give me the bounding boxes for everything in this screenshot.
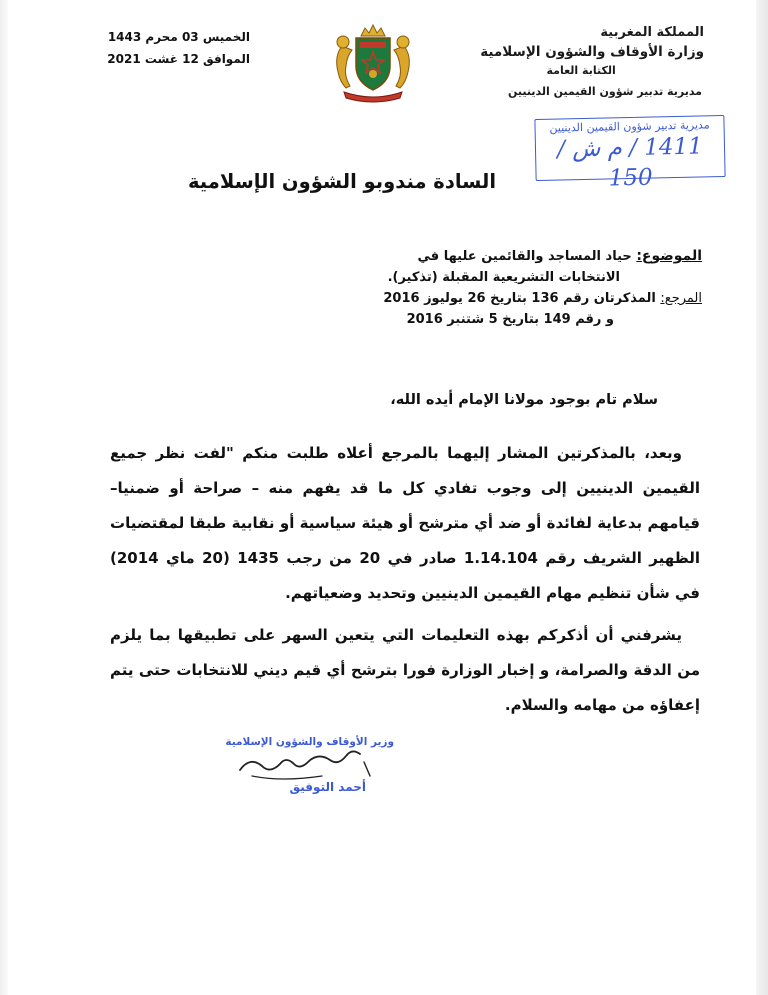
ministry-name: وزارة الأوقاف والشؤون الإسلامية <box>480 44 704 60</box>
registration-stamp <box>534 115 725 192</box>
header-ministry-block <box>480 24 704 104</box>
greeting-line: سلام تام بوجود مولانا الإمام أيده الله، <box>390 392 658 408</box>
kingdom-name: المملكة المغربية <box>600 25 704 40</box>
body-paragraph-1: وبعد، بالمذكرتين المشار إليهما بالمرجع أعلاه طلبت منكم "لفت نظر جميع القيمين الدينيين إلى وجوب تفادي كل ما قد يفهم منه – صراحة أو ضمنيا– قيامهم بدعاية لفائدة أو ضد أي مترشح أو هيئة سياسية أو نقابية طبقا لمقتضيات الظهير الشريف رقم 1.14.104 صادر في 20 من رجب 1435 (20 ماي 2014) في شأن تنظيم مهام القيمين الدينيين وتحديد وضعياتهم. <box>110 444 700 602</box>
reference-block <box>383 288 702 330</box>
subject-line-2: الانتخابات التشريعية المقبلة (تذكير). <box>387 270 620 285</box>
subject-line-1: حياد المساجد والقائمين عليها في <box>417 249 632 264</box>
stamp-number: 1411 / م ش / 150 <box>556 133 704 192</box>
directorate-name: مديرية تدبير شؤون القيمين الدينيين <box>508 85 702 98</box>
page-right-edge <box>756 0 768 995</box>
body-paragraph-2: يشرفني أن أذكركم بهذه التعليمات التي يتعين السهر على تطبيقها بما يلزم من الدقة والصرامة، و إخبار الوزارة فورا بترشح أي قيم ديني للانتخابات حتى يتم إعفاؤه من مهامه والسلام. <box>110 626 700 714</box>
addressee-heading: السادة مندوبو الشؤون الإسلامية <box>187 170 496 193</box>
stamp-title: مديرية تدبير شؤون القيمين الدينيين <box>549 118 710 135</box>
reference-label: المرجع: <box>660 291 702 306</box>
signatory-name: أحمد التوفيق <box>289 780 366 794</box>
secretariat-name: الكتابة العامة <box>546 64 616 77</box>
letter-body <box>110 436 700 723</box>
signatory-title: وزير الأوقاف والشؤون الإسلامية <box>225 736 394 748</box>
date-gregorian: الموافق 12 غشت 2021 <box>107 52 250 66</box>
reference-line-1: المذكرتان رقم 136 بتاريخ 26 يوليوز 2016 <box>383 291 656 306</box>
signature-block <box>226 736 396 800</box>
subject-label: الموضوع: <box>636 248 702 264</box>
date-hijri: الخميس 03 محرم 1443 <box>107 30 250 44</box>
moroccan-coat-of-arms-icon <box>328 22 418 104</box>
reference-line-2: و رقم 149 بتاريخ 5 شتنبر 2016 <box>406 312 614 327</box>
page-left-edge <box>0 0 8 995</box>
subject-block <box>388 246 702 288</box>
header-date-block <box>107 26 250 70</box>
